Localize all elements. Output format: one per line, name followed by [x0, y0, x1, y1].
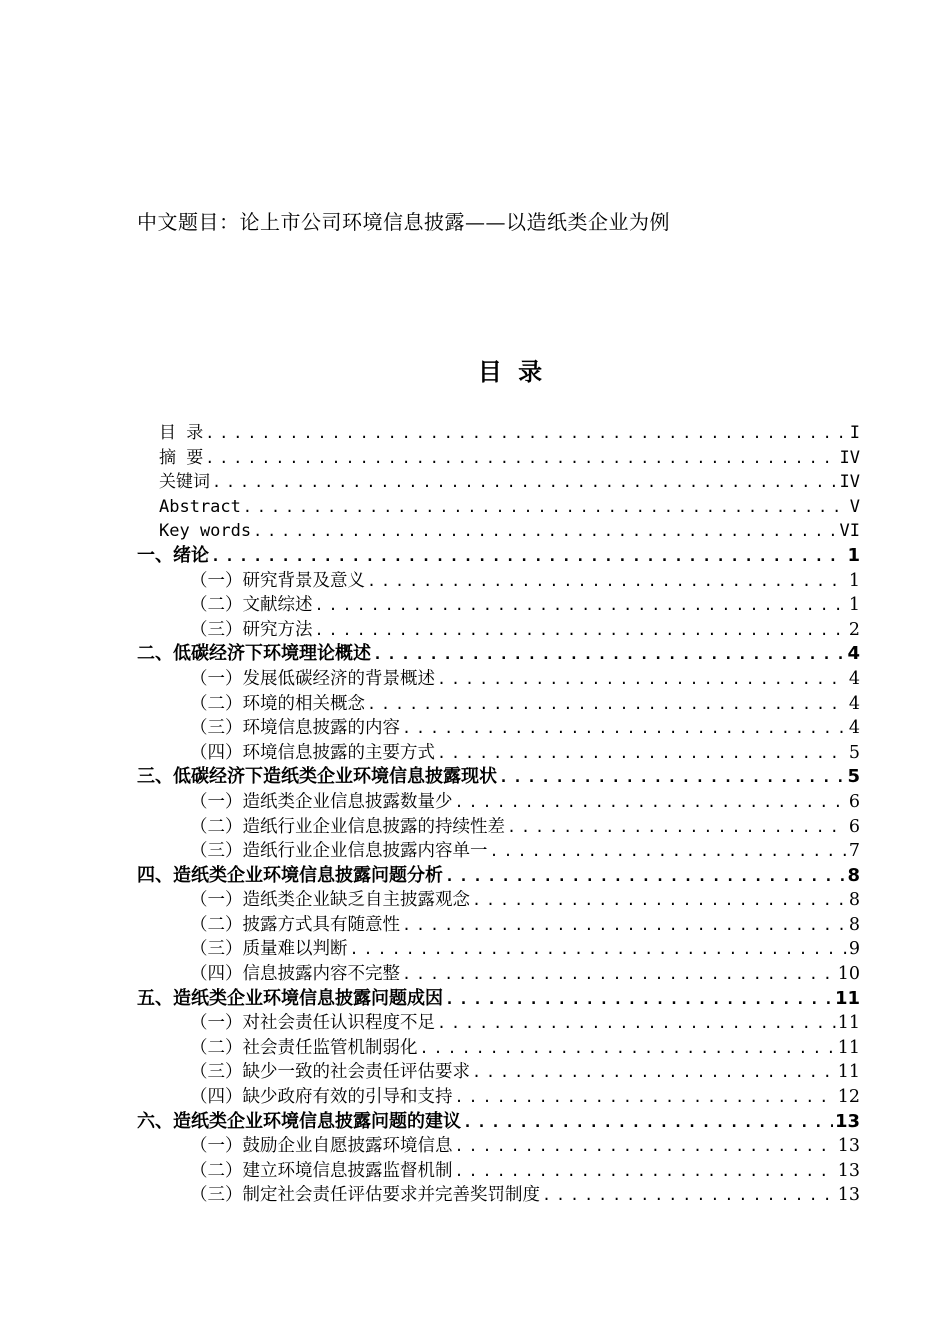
- toc-entry-page: 5: [847, 766, 860, 788]
- toc-entry-label: （一）研究背景及意义: [190, 570, 365, 591]
- toc-entry-page: 11: [834, 987, 860, 1009]
- toc-entry-label: 关键词: [159, 472, 210, 493]
- toc-entry-page: 11: [837, 1062, 860, 1083]
- dot-leader: [212, 470, 838, 495]
- dot-leader: [205, 421, 848, 446]
- toc-entry-page: 4: [848, 693, 860, 714]
- toc-entry-page: 8: [848, 914, 860, 935]
- toc-section-entry[interactable]: [137, 1159, 860, 1184]
- toc-entry-page: 2: [848, 619, 860, 640]
- toc-front-entry[interactable]: [137, 519, 860, 544]
- toc-front-entry[interactable]: [137, 446, 860, 471]
- dot-leader: [542, 1183, 836, 1208]
- toc-entry-page: 7: [848, 841, 860, 862]
- dot-leader: [437, 1011, 836, 1036]
- toc-entry-page: 6: [848, 791, 860, 812]
- toc-section-entry[interactable]: [137, 815, 860, 840]
- dot-leader: [455, 1159, 836, 1184]
- toc-entry-label: 四、造纸类企业环境信息披露问题分析: [137, 864, 443, 886]
- dot-leader: [472, 1060, 836, 1085]
- dot-leader: [253, 519, 837, 544]
- toc-chapter-entry[interactable]: [137, 987, 860, 1012]
- toc-section-entry[interactable]: [137, 1085, 860, 1110]
- toc-entry-page: 11: [837, 1013, 860, 1034]
- toc-entry-page: 13: [837, 1185, 860, 1206]
- toc-entry-label: （三）缺少一致的社会责任评估要求: [190, 1062, 470, 1083]
- toc-entry-page: V: [849, 496, 860, 517]
- dot-leader: [373, 642, 845, 667]
- dot-leader: [402, 913, 847, 938]
- toc-entry-label: （三）造纸行业企业信息披露内容单一: [190, 841, 488, 862]
- toc-entry-label: （三）环境信息披露的内容: [190, 718, 400, 739]
- toc-entry-label: （二）文献综述: [190, 595, 313, 616]
- dot-leader: [507, 815, 847, 840]
- toc-entry-label: 目 录: [159, 423, 204, 443]
- document-title: 中文题目：论上市公司环境信息披露——以造纸类企业为例: [137, 210, 670, 234]
- toc-entry-page: 13: [834, 1110, 860, 1132]
- toc-entry-label: （三）质量难以判断: [190, 939, 348, 960]
- toc-entry-page: 4: [848, 668, 860, 689]
- dot-leader: [205, 446, 837, 471]
- dot-leader: [445, 987, 833, 1012]
- toc-entry-page: IV: [839, 447, 860, 468]
- toc-front-entry[interactable]: [137, 495, 860, 520]
- dot-leader: [437, 741, 847, 766]
- toc-chapter-entry[interactable]: [137, 765, 860, 790]
- toc-heading: 目 录: [477, 358, 547, 386]
- toc-entry-page: VI: [839, 521, 860, 542]
- dot-leader: [472, 888, 847, 913]
- toc-section-entry[interactable]: [137, 692, 860, 717]
- dot-leader: [490, 839, 847, 864]
- toc-section-entry[interactable]: [137, 1183, 860, 1208]
- toc-entry-label: 五、造纸类企业环境信息披露问题成因: [137, 987, 443, 1009]
- toc-entry-label: 一、绪论: [137, 544, 209, 566]
- toc-entry-page: 1: [848, 595, 860, 616]
- dot-leader: [402, 962, 836, 987]
- toc-section-entry[interactable]: [137, 593, 860, 618]
- toc-front-entry[interactable]: [137, 470, 860, 495]
- toc-entry-label: （三）研究方法: [190, 619, 313, 640]
- dot-leader: [350, 937, 847, 962]
- toc-entry-page: IV: [839, 472, 860, 493]
- dot-leader: [455, 790, 847, 815]
- toc-chapter-entry[interactable]: [137, 864, 860, 889]
- toc-section-entry[interactable]: [137, 1011, 860, 1036]
- toc-section-entry[interactable]: [137, 741, 860, 766]
- toc-entry-label: （一）鼓励企业自愿披露环境信息: [190, 1136, 453, 1157]
- toc-entry-page: 4: [847, 643, 860, 665]
- dot-leader: [437, 667, 847, 692]
- toc-entry-page: 4: [848, 718, 860, 739]
- toc-entry-label: （一）造纸类企业信息披露数量少: [190, 791, 453, 812]
- toc-section-entry[interactable]: [137, 1036, 860, 1061]
- toc-entry-label: （二）环境的相关概念: [190, 693, 365, 714]
- toc-section-entry[interactable]: [137, 716, 860, 741]
- toc-entry-label: 三、低碳经济下造纸类企业环境信息披露现状: [137, 766, 497, 788]
- dot-leader: [211, 544, 845, 569]
- toc-section-entry[interactable]: [137, 1060, 860, 1085]
- dot-leader: [445, 864, 845, 889]
- toc-section-entry[interactable]: [137, 569, 860, 594]
- toc-entry-page: 8: [848, 890, 860, 911]
- toc-section-entry[interactable]: [137, 962, 860, 987]
- toc-entry-page: I: [849, 423, 860, 443]
- toc-section-entry[interactable]: [137, 667, 860, 692]
- toc-entry-label: （一）发展低碳经济的背景概述: [190, 668, 435, 689]
- toc-entry-label: （二）造纸行业企业信息披露的持续性差: [190, 816, 505, 837]
- dot-leader: [420, 1036, 836, 1061]
- dot-leader: [463, 1110, 833, 1135]
- toc-section-entry[interactable]: [137, 839, 860, 864]
- dot-leader: [315, 618, 847, 643]
- toc-entry-label: （一）造纸类企业缺乏自主披露观念: [190, 890, 470, 911]
- dot-leader: [455, 1085, 836, 1110]
- toc-section-entry[interactable]: [137, 913, 860, 938]
- toc-entry-page: 11: [837, 1037, 860, 1058]
- toc-entry-page: 13: [837, 1136, 860, 1157]
- toc-section-entry[interactable]: [137, 790, 860, 815]
- toc-section-entry[interactable]: [137, 618, 860, 643]
- toc-entry-label: 二、低碳经济下环境理论概述: [137, 643, 371, 665]
- toc-section-entry[interactable]: [137, 937, 860, 962]
- toc-entry-page: 5: [848, 742, 860, 763]
- toc-section-entry[interactable]: [137, 888, 860, 913]
- dot-leader: [455, 1134, 836, 1159]
- toc-entry-label: （四）信息披露内容不完整: [190, 964, 400, 985]
- toc-entry-label: （二）披露方式具有随意性: [190, 914, 400, 935]
- toc-entry-label: （四）缺少政府有效的引导和支持: [190, 1087, 453, 1108]
- toc-front-entry[interactable]: [137, 421, 860, 446]
- toc-entry-label: （二）社会责任监管机制弱化: [190, 1037, 418, 1058]
- dot-leader: [315, 593, 847, 618]
- toc-entry-page: 6: [848, 816, 860, 837]
- toc-entry-label: （三）制定社会责任评估要求并完善奖罚制度: [190, 1185, 540, 1206]
- toc-entry-page: 1: [847, 544, 860, 566]
- dot-leader: [243, 495, 848, 520]
- dot-leader: [367, 569, 847, 594]
- table-of-contents: [137, 421, 860, 1208]
- dot-leader: [367, 692, 847, 717]
- toc-entry-page: 9: [848, 939, 860, 960]
- toc-entry-label: （四）环境信息披露的主要方式: [190, 742, 435, 763]
- toc-entry-label: 六、造纸类企业环境信息披露问题的建议: [137, 1110, 461, 1132]
- toc-entry-label: 摘 要: [159, 447, 204, 468]
- toc-chapter-entry[interactable]: [137, 642, 860, 667]
- toc-entry-label: （二）建立环境信息披露监督机制: [190, 1160, 453, 1181]
- toc-entry-page: 13: [837, 1160, 860, 1181]
- toc-entry-page: 10: [837, 964, 860, 985]
- toc-entry-page: 12: [837, 1087, 860, 1108]
- toc-entry-page: 1: [848, 570, 860, 591]
- toc-entry-label: Key words: [159, 521, 252, 542]
- dot-leader: [499, 765, 845, 790]
- toc-section-entry[interactable]: [137, 1134, 860, 1159]
- dot-leader: [402, 716, 847, 741]
- toc-entry-label: Abstract: [159, 496, 241, 517]
- toc-entry-page: 8: [847, 864, 860, 886]
- toc-chapter-entry[interactable]: [137, 1110, 860, 1135]
- toc-chapter-entry[interactable]: [137, 544, 860, 569]
- toc-entry-label: （一）对社会责任认识程度不足: [190, 1013, 435, 1034]
